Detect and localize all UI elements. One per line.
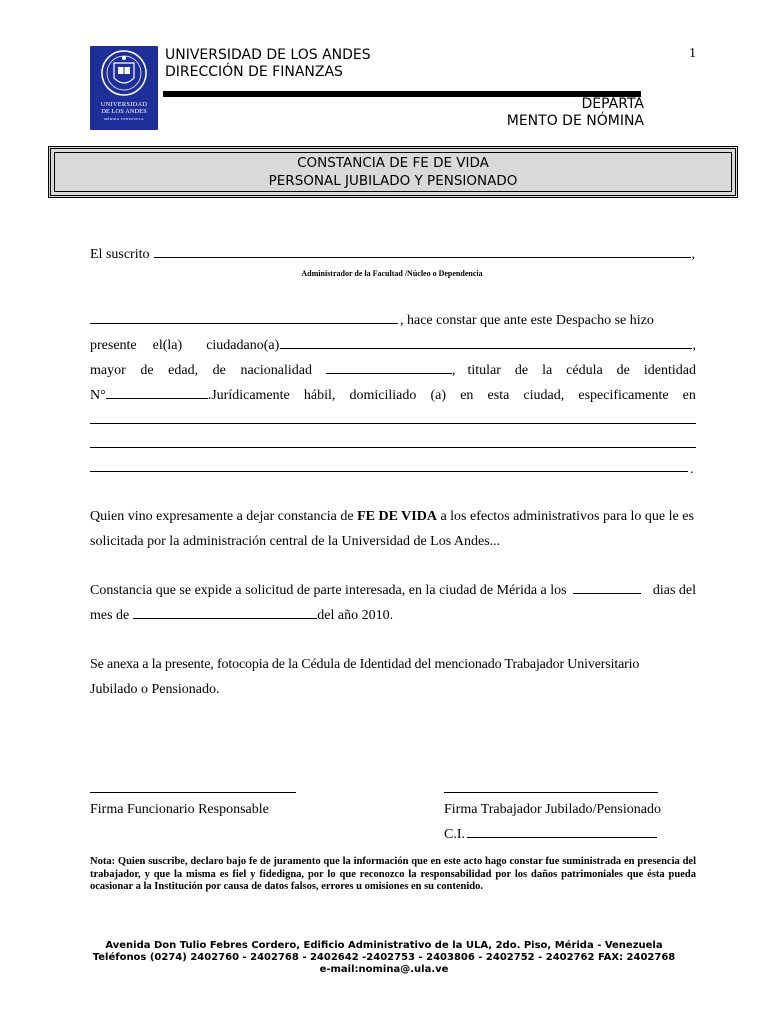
logo-text-andes: DE LOS ANDES [101, 108, 147, 115]
p1-line-3-tail-word: cédula [566, 363, 603, 378]
p1-line-4-word: domiciliado [349, 388, 417, 403]
word-ciudadano: ciudadano(a) [206, 338, 280, 353]
logo-text-city: MÉRIDA VENEZUELA [103, 117, 145, 121]
p1-line-4-word: esta [487, 388, 510, 403]
fe-de-vida: FE DE VIDA [357, 509, 437, 524]
page-number: 1 [689, 46, 696, 61]
p3-mes-label: mes de [90, 608, 130, 623]
official-signature-line[interactable] [90, 792, 296, 793]
footer-address: Avenida Don Tulio Febres Cordero, Edificio Administrativo de la ULA, 2do. Piso, Mérida - Venezuela [105, 940, 663, 951]
month-field[interactable] [133, 607, 317, 619]
footer-phones: Teléfonos (0274) 2402760 - 2402768 - 2402642 -2402753 - 2403806 - 2402752 - 2402762 FAX: 2402768 [92, 952, 676, 963]
p1-line-3-tail-word: de [514, 363, 529, 378]
logo-text-university: UNIVERSIDAD [100, 101, 148, 108]
p1-line-3-tail-word: la [542, 363, 553, 378]
department-line-2: MENTO DE NÓMINA [506, 113, 644, 129]
crest-icon [90, 48, 158, 102]
address-line-3[interactable] [90, 471, 688, 472]
ciudadano-field[interactable] [280, 337, 691, 349]
address-line-1[interactable] [90, 423, 696, 424]
p3-year-text: del año 2010. [317, 608, 394, 623]
p1-line-3-word: nacionalidad [240, 363, 312, 378]
p3-text-b: dias del [652, 583, 696, 598]
university-logo [90, 46, 158, 130]
word-ella: el(la) [152, 338, 183, 353]
header-rule [163, 91, 641, 97]
department-line-1: DEPARTA [581, 96, 644, 112]
p1-line-4: N° . Jurídicamente hábil, domiciliado (a) en esta ciudad, especificamente en [90, 388, 696, 403]
ci-label: C.I. [444, 827, 465, 842]
p1-line-3-tail-word: titular [467, 363, 501, 378]
p2-line-1 [90, 508, 696, 525]
suscrito-field[interactable] [154, 246, 691, 258]
p1-line-4-word: hábil, [303, 388, 336, 403]
p2-post: a los efectos administrativos para lo que le es [436, 509, 694, 524]
retiree-signature-line[interactable] [444, 792, 658, 793]
nationality-field[interactable] [326, 362, 452, 374]
university-name: UNIVERSIDAD DE LOS ANDES [165, 47, 371, 63]
p1-line-3-tail-word: identidad [643, 363, 696, 378]
p1-line-4-word: ciudad, [523, 388, 565, 403]
word-presente: presente [90, 338, 137, 353]
document-title: CONSTANCIA DE FE DE VIDA [297, 155, 489, 171]
suscrito-line: El suscrito , [90, 247, 695, 262]
p1-line-3-tail [468, 362, 697, 379]
ci-field[interactable] [467, 826, 657, 838]
day-field[interactable] [573, 582, 641, 594]
p4-line-2: Jubilado o Pensionado. [90, 682, 220, 697]
title-box [48, 146, 738, 198]
p1-line-3-word: de [212, 363, 226, 378]
p1-line-4-word: (a) [430, 388, 447, 403]
address-line-2[interactable] [90, 447, 696, 448]
retiree-signature-label: Firma Trabajador Jubilado/Pensionado [444, 802, 661, 817]
p1-line-2: presente el(la) ciudadano(a) , [90, 338, 696, 353]
p1-line-1 [90, 312, 696, 329]
p1-line-4-word: especificamente [578, 388, 669, 403]
official-signature-label: Firma Funcionario Responsable [90, 802, 269, 817]
p1-line-3-words [90, 362, 312, 379]
p4-line-1: Se anexa a la presente, fotocopia de la Cédula de Identidad del mencionado Trabajador Universitario [90, 657, 640, 672]
ci-line [444, 826, 657, 843]
suscrito-caption: Administrador de la Facultad /Núcleo o Dependencia [301, 269, 483, 278]
p3-line-2 [90, 607, 393, 624]
p1-line-3-word: de [140, 363, 154, 378]
p3-text-a: Constancia que se expide a solicitud de parte interesada, en la ciudad de Mérida a los [90, 583, 567, 598]
finance-direction: DIRECCIÓN DE FINANZAS [165, 64, 343, 80]
id-number-field[interactable] [106, 387, 208, 399]
legal-note: Nota: Quien suscribe, declaro bajo fe de juramento que la información que en este acto hago constar fue suministrada en presencia del trabajador, y que la misma es fiel y fidedigna, por lo que reconozco la responsabilidad por los daños patrimoniales que ésta pueda ocasionar a la Institución por causa de datos falsos, errores u omisiones en su contenido. [90, 856, 696, 892]
p1-line-3-word: mayor [90, 363, 126, 378]
p3-line-1 [90, 582, 696, 599]
p2-line-2: solicitada por la administración central de la Universidad de Los Andes... [90, 534, 501, 549]
footer-email: e-mail:nomina@.ula.ve [319, 964, 449, 975]
p1-line-3-word: edad, [168, 363, 199, 378]
p2-pre: Quien vino expresamente a dejar constancia de [90, 509, 358, 524]
p1-line-4-word: en [460, 388, 474, 403]
p1-line-4-words [211, 387, 696, 404]
document-subtitle: PERSONAL JUBILADO Y PENSIONADO [268, 173, 518, 189]
suscrito-label: El suscrito [90, 247, 150, 262]
p1-line-1-text: , hace constar que ante este Despacho se hizo [400, 313, 654, 328]
p1-line-4-word: en [682, 388, 696, 403]
p1-line-4-word: Jurídicamente [211, 388, 290, 403]
p1-line-3: mayor de edad, de nacionalidad , titular de la cédula de identidad [90, 363, 696, 378]
id-prefix: N° [90, 388, 106, 403]
p1-line-3-tail-word: de [616, 363, 630, 378]
citizen-name-field[interactable] [90, 312, 398, 324]
